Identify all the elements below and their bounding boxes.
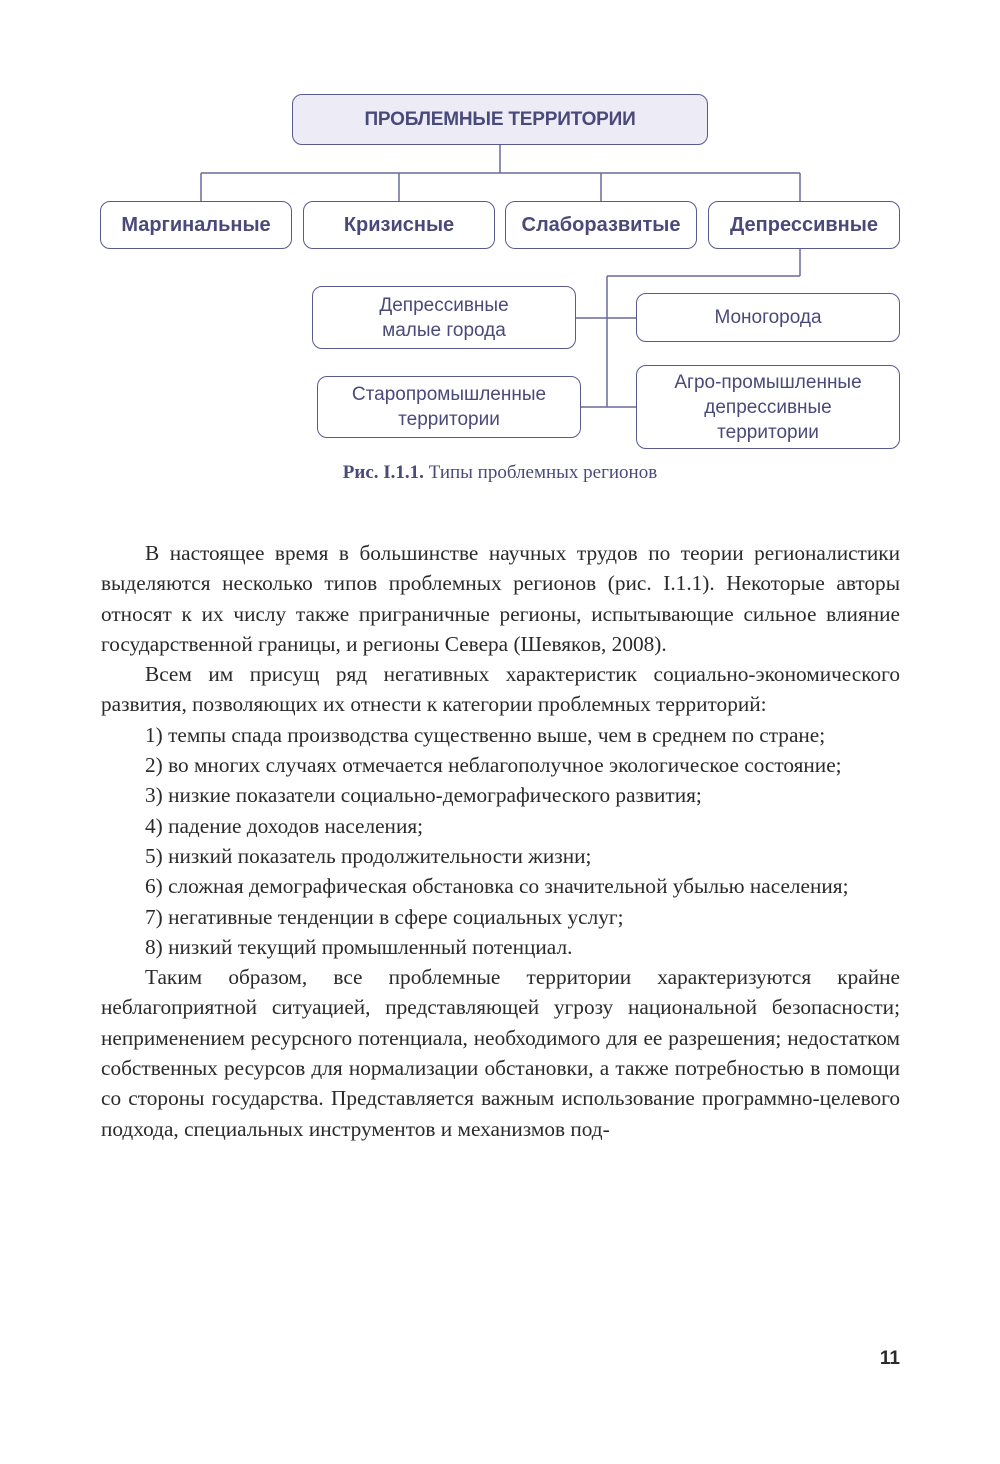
monotowns-label: Моногорода <box>714 307 822 328</box>
list-item-7: 7) негативные тенденции в сфере социальных услуг; <box>145 904 624 929</box>
figure-caption-text: Типы проблемных регионов <box>423 462 658 483</box>
depressive-label: Депрессивные <box>730 213 878 236</box>
page-number: 11 <box>879 1348 900 1369</box>
depressive-small-towns-label: Депрессивные малые города <box>379 294 509 341</box>
list-item-8: 8) низкий текущий промышленный потенциал. <box>145 934 573 959</box>
body-text <box>101 538 900 1144</box>
underdeveloped-label: Слаборазвитые <box>521 213 681 236</box>
list-item-5: 5) низкий показатель продолжительности жизни; <box>145 843 592 868</box>
paragraph-intro: В настоящее время в большинстве научных трудов по теории регионалистики выделяются несколько типов проблемных регионов (рис. I.1.1). Некоторые авторы относят к их числу также приграничные регионы, испытывающие сильное влияние государственной границы, и регионы Севера (Шевяков, 2008). <box>101 541 900 656</box>
root-label: ПРОБЛЕМНЫЕ ТЕРРИТОРИИ <box>364 108 636 130</box>
depressive-small-towns-box <box>312 286 576 349</box>
problem-territories-diagram <box>0 0 1000 470</box>
paragraph-conclusion: Таким образом, все проблемные территории характеризуются крайне неблагоприятной ситуацией, представляющей угрозу национальной безопасности; неприменением ресурсного потенциала, необходимого для ее разрешения; недостатком собственных ресурсов для нормализации обстановки, а также потребностью в помощи со стороны государства. Представляется важным использование программно-целевого подхода, специальных инструментов и механизмов под- <box>101 965 900 1141</box>
agro-industrial-label: Агро-промышленные депрессивные территории <box>674 371 862 443</box>
crisis-box <box>303 201 495 249</box>
monotowns-box <box>636 293 900 342</box>
list-item-4: 4) падение доходов населения; <box>145 813 424 838</box>
figure-caption-label: Рис. I.1.1. <box>342 462 424 483</box>
list-item-6: 6) сложная демографическая обстановка со значительной убылью населения; <box>145 874 849 899</box>
marginal-box <box>100 201 292 249</box>
crisis-label: Кризисные <box>343 213 455 236</box>
old-industrial-label: Старопромышленные территории <box>351 384 547 430</box>
old-industrial-box <box>317 376 581 438</box>
figure-caption <box>0 462 1000 484</box>
list-item-1: 1) темпы спада производства существенно выше, чем в среднем по стране; <box>145 722 826 747</box>
marginal-label: Маргинальные <box>121 213 271 236</box>
paragraph-characteristics: Всем им присущ ряд негативных характеристик социально-экономического развития, позволяющих их отнести к категории проблемных территорий: <box>101 662 900 717</box>
agro-industrial-box <box>636 365 900 449</box>
depressive-box <box>708 201 900 249</box>
list-item-2: 2) во многих случаях отмечается неблагополучное экологическое состояние; <box>145 753 842 778</box>
underdeveloped-box <box>505 201 697 249</box>
root-box <box>292 94 708 145</box>
list-item-3: 3) низкие показатели социально-демографического развития; <box>145 783 702 808</box>
